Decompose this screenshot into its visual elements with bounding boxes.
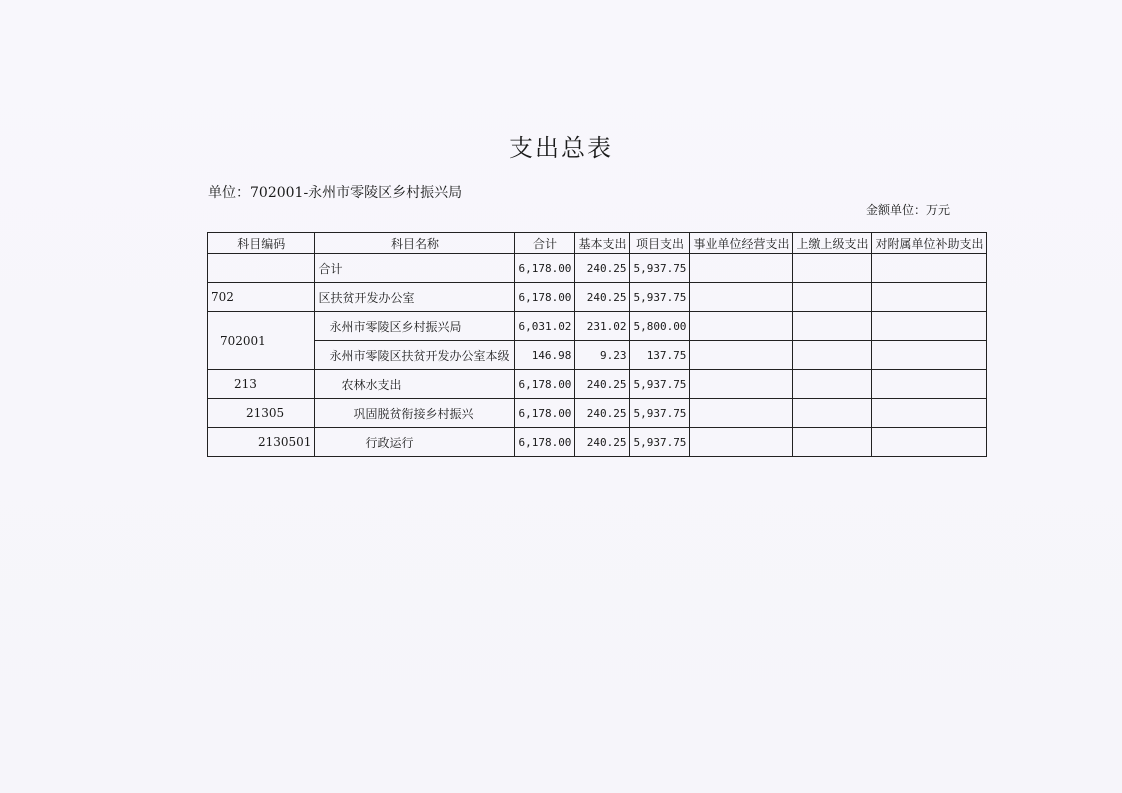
expenditure-table: [207, 232, 987, 457]
cell-code: 213: [208, 370, 315, 399]
header-code: 科目编码: [208, 233, 315, 254]
cell-code: 702001: [208, 312, 315, 370]
header-name: 科目名称: [315, 233, 515, 254]
header-basic: 基本支出: [575, 233, 630, 254]
header-total: 合计: [515, 233, 575, 254]
cell-upper: [793, 312, 872, 341]
cell-code: 702: [208, 283, 315, 312]
cell-total: 6,178.00: [515, 428, 575, 457]
money-unit-label: 金额单位：万元: [865, 203, 950, 217]
header-project: 项目支出: [630, 233, 690, 254]
cell-biz: [690, 283, 793, 312]
cell-code: [208, 254, 315, 283]
cell-name: 永州市零陵区扶贫开发办公室本级: [315, 341, 515, 370]
cell-sub: [872, 428, 987, 457]
cell-total: 6,178.00: [515, 399, 575, 428]
cell-name: 巩固脱贫衔接乡村振兴: [315, 399, 515, 428]
cell-biz: [690, 254, 793, 283]
table-row: [208, 370, 987, 399]
header-biz: 事业单位经营支出: [690, 233, 793, 254]
cell-total: 146.98: [515, 341, 575, 370]
unit-line: 单位：702001-永州市零陵区乡村振兴局: [208, 185, 463, 201]
table-row: [208, 341, 987, 370]
cell-sub: [872, 370, 987, 399]
cell-project: 5,937.75: [630, 370, 690, 399]
cell-upper: [793, 283, 872, 312]
cell-upper: [793, 254, 872, 283]
cell-sub: [872, 254, 987, 283]
cell-basic: 240.25: [575, 370, 630, 399]
cell-code: 2130501: [208, 428, 315, 457]
cell-project: 5,937.75: [630, 283, 690, 312]
page-title: 支出总表: [509, 134, 613, 162]
cell-basic: 240.25: [575, 428, 630, 457]
cell-total: 6,178.00: [515, 283, 575, 312]
cell-upper: [793, 370, 872, 399]
table-row: [208, 283, 987, 312]
cell-biz: [690, 312, 793, 341]
cell-total: 6,178.00: [515, 370, 575, 399]
cell-biz: [690, 399, 793, 428]
table-row: [208, 254, 987, 283]
cell-code: 21305: [208, 399, 315, 428]
table-row: [208, 312, 987, 341]
cell-basic: 240.25: [575, 283, 630, 312]
cell-biz: [690, 341, 793, 370]
cell-biz: [690, 370, 793, 399]
cell-project: 5,937.75: [630, 428, 690, 457]
cell-name: 农林水支出: [315, 370, 515, 399]
cell-project: 5,937.75: [630, 254, 690, 283]
cell-total: 6,031.02: [515, 312, 575, 341]
table-row: [208, 428, 987, 457]
cell-upper: [793, 341, 872, 370]
cell-upper: [793, 428, 872, 457]
cell-basic: 231.02: [575, 312, 630, 341]
cell-total: 6,178.00: [515, 254, 575, 283]
cell-upper: [793, 399, 872, 428]
cell-sub: [872, 312, 987, 341]
cell-project: 137.75: [630, 341, 690, 370]
table-header-row: [208, 233, 987, 254]
header-sub: 对附属单位补助支出: [872, 233, 987, 254]
header-upper: 上缴上级支出: [793, 233, 872, 254]
cell-project: 5,937.75: [630, 399, 690, 428]
cell-name: 永州市零陵区乡村振兴局: [315, 312, 515, 341]
cell-sub: [872, 341, 987, 370]
cell-sub: [872, 399, 987, 428]
cell-biz: [690, 428, 793, 457]
cell-name: 合计: [315, 254, 515, 283]
cell-basic: 240.25: [575, 399, 630, 428]
cell-sub: [872, 283, 987, 312]
cell-name: 区扶贫开发办公室: [315, 283, 515, 312]
cell-basic: 240.25: [575, 254, 630, 283]
cell-project: 5,800.00: [630, 312, 690, 341]
cell-basic: 9.23: [575, 341, 630, 370]
cell-name: 行政运行: [315, 428, 515, 457]
table-row: [208, 399, 987, 428]
